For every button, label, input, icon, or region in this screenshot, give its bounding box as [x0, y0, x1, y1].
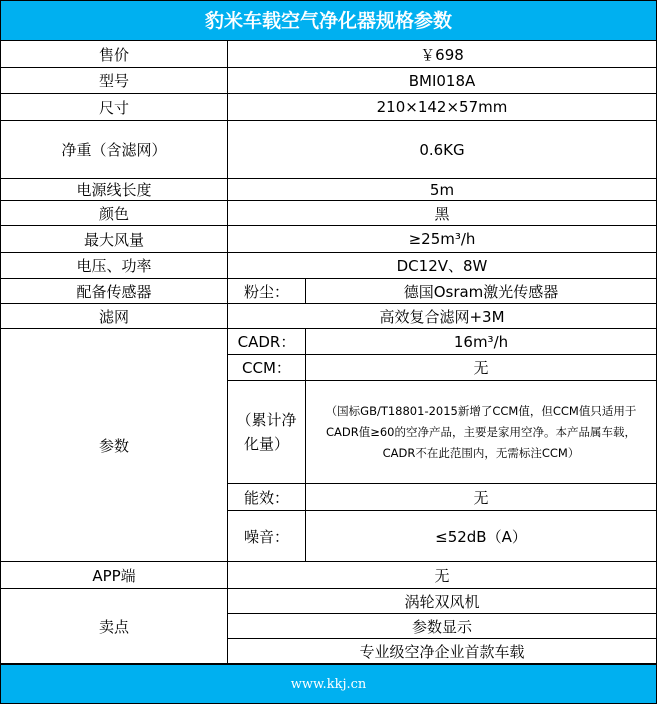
row-label: 电源线长度 — [1, 179, 228, 201]
footer-url: www.kkj.cn — [0, 664, 657, 704]
row-label: 型号 — [1, 68, 228, 94]
row-value: 德国Osram激光传感器 — [306, 279, 657, 304]
row-value: 无 — [306, 484, 657, 511]
row-label: APP端 — [1, 562, 228, 589]
row-value: 无 — [228, 562, 657, 589]
table-row — [1, 94, 657, 121]
row-sublabel: 粉尘： — [228, 279, 306, 304]
table-row — [1, 253, 657, 279]
table-row — [1, 201, 657, 226]
params-label: 参数 — [1, 329, 228, 562]
row-value: ￥698 — [228, 41, 657, 68]
row-label: 电压、功率 — [1, 253, 228, 279]
row-value: ≥25m³/h — [228, 226, 657, 253]
selling-point: 参数显示 — [228, 614, 657, 639]
table-row — [1, 304, 657, 329]
selling-label: 卖点 — [1, 589, 228, 664]
row-sublabel: CADR： — [228, 329, 306, 355]
row-label: 最大风量 — [1, 226, 228, 253]
table-row — [1, 226, 657, 253]
page-title: 豹米车载空气净化器规格参数 — [0, 0, 657, 40]
row-value: 0.6KG — [228, 121, 657, 179]
row-value: 16m³/h — [306, 329, 657, 355]
row-value: 无 — [306, 355, 657, 381]
row-value: 210×142×57mm — [228, 94, 657, 121]
row-sublabel: 噪音： — [228, 511, 306, 562]
selling-point: 涡轮双风机 — [228, 589, 657, 614]
table-row — [1, 41, 657, 68]
row-sublabel: （累计净化量） — [228, 381, 306, 484]
row-value: ≤52dB（A） — [306, 511, 657, 562]
table-row — [1, 279, 657, 304]
row-value: 黑 — [228, 201, 657, 226]
row-value: 5m — [228, 179, 657, 201]
row-sublabel: 能效： — [228, 484, 306, 511]
table-row — [1, 589, 657, 614]
row-value: BMI018A — [228, 68, 657, 94]
table-row — [1, 179, 657, 201]
row-label: 尺寸 — [1, 94, 228, 121]
row-label: 滤网 — [1, 304, 228, 329]
row-label: 售价 — [1, 41, 228, 68]
spec-table — [0, 40, 657, 664]
ccm-note: （国标GB/T18801-2015新增了CCM值，但CCM值只适用于CADR值≥60的空净产品，主要是家用空净。本产品属车载，CADR不在此范围内，无需标注CCM） — [306, 381, 657, 484]
row-value: 高效复合滤网+3M — [228, 304, 657, 329]
table-row — [1, 562, 657, 589]
row-label: 配备传感器 — [1, 279, 228, 304]
row-label: 净重（含滤网） — [1, 121, 228, 179]
selling-point: 专业级空净企业首款车载 — [228, 639, 657, 664]
table-row — [1, 68, 657, 94]
table-row — [1, 329, 657, 355]
row-sublabel: CCM： — [228, 355, 306, 381]
row-value: DC12V、8W — [228, 253, 657, 279]
row-label: 颜色 — [1, 201, 228, 226]
table-row — [1, 121, 657, 179]
